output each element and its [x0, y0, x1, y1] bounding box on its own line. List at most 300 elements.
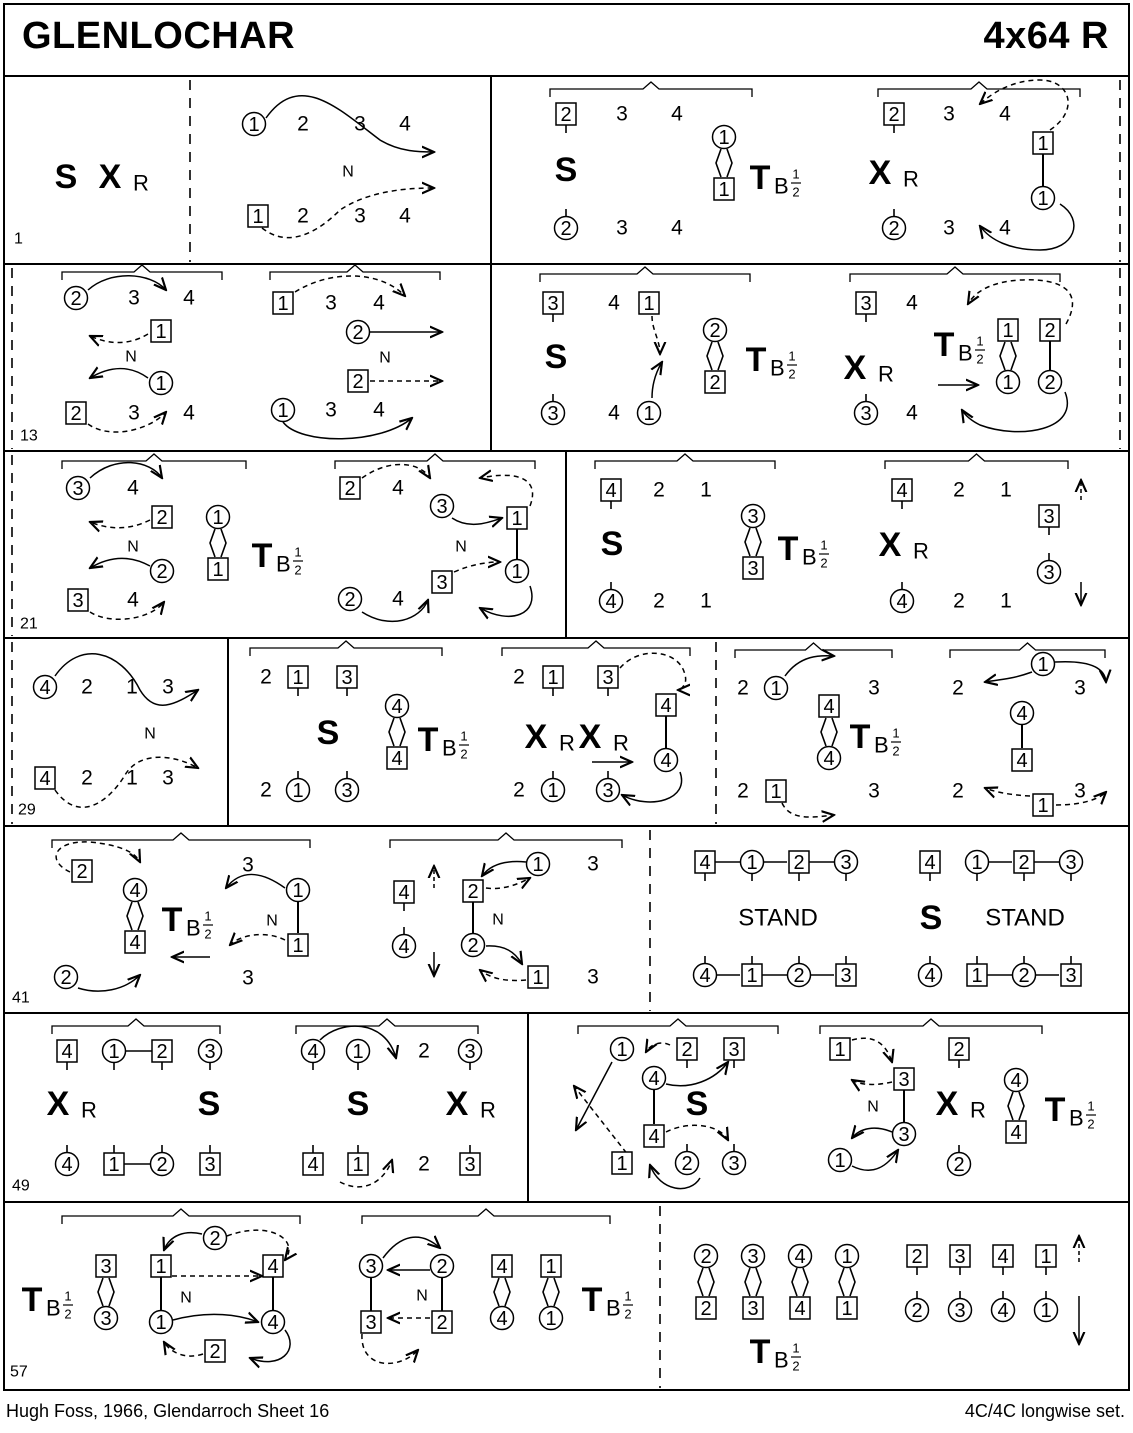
- turn-label: [582, 1281, 633, 1322]
- dashed-track: [362, 1334, 418, 1363]
- bar-number: 13: [20, 427, 38, 445]
- woman-1: [638, 402, 661, 426]
- track: [283, 418, 412, 439]
- dancer-number: 3: [464, 1154, 476, 1176]
- dancer-number: 4: [1010, 1122, 1022, 1144]
- dancer-number: 2: [513, 665, 525, 689]
- dancer-number: 1: [126, 675, 138, 699]
- woman-2: [1039, 371, 1062, 395]
- dancer-number: 3: [728, 1153, 740, 1175]
- woman-3: [95, 1307, 118, 1331]
- cross-subscript: R: [613, 730, 629, 756]
- dancer-number: 2: [952, 779, 964, 803]
- dancer-number: 4: [997, 1246, 1009, 1268]
- fraction-numerator: 1: [64, 1288, 72, 1304]
- footer-credit: Hugh Foss, 1966, Glendarroch Sheet 16: [6, 1401, 330, 1421]
- dancer-number: 4: [660, 750, 672, 772]
- hand-left: [792, 1268, 797, 1296]
- woman-4: [600, 582, 623, 613]
- dashed-track: [88, 412, 166, 432]
- dancer-number: 4: [39, 768, 51, 790]
- dancer-number: 1: [841, 1298, 853, 1320]
- woman-1: [207, 506, 230, 530]
- woman-3: [1060, 851, 1083, 882]
- turn-label: [850, 718, 901, 759]
- dancer-number: 2: [1044, 320, 1056, 342]
- man-4: [303, 1145, 323, 1176]
- dancer-number: 1: [1037, 654, 1049, 676]
- dancer-number: 1: [277, 400, 289, 422]
- woman-1: [741, 851, 764, 882]
- dancer-number: 2: [156, 1041, 168, 1063]
- dancer-number: 1: [252, 206, 264, 228]
- woman-4: [643, 1067, 666, 1091]
- dancer-number: 1: [643, 403, 655, 425]
- man-1: [1033, 132, 1053, 155]
- joined-hands: [792, 1268, 808, 1296]
- dancer-number: 3: [204, 1041, 216, 1063]
- cross-letter: X: [46, 1085, 70, 1123]
- phrase-brace: [362, 1209, 610, 1224]
- dancer-number: 1: [292, 880, 304, 902]
- dancer-number: 1: [511, 508, 523, 530]
- woman-1: [506, 560, 529, 584]
- dancer-number: 1: [155, 321, 167, 343]
- turn-letter: T: [933, 326, 955, 364]
- dancer-number: 3: [341, 667, 353, 689]
- woman-1: [765, 677, 788, 701]
- woman-3: [199, 1040, 222, 1071]
- dancer-number: 3: [840, 852, 852, 874]
- dancer-number: 2: [344, 589, 356, 611]
- woman-4: [992, 1291, 1015, 1322]
- dancer-number: 2: [1018, 965, 1030, 987]
- man-4: [387, 747, 407, 770]
- dancer-number: 4: [307, 1041, 319, 1063]
- dancer-number: 4: [699, 852, 711, 874]
- woman-4: [56, 1145, 79, 1176]
- turn-label: [778, 530, 829, 571]
- hand-left: [821, 718, 826, 746]
- dancer-number: 1: [547, 780, 559, 802]
- woman-1: [997, 371, 1020, 395]
- phrase-brace: [250, 641, 442, 656]
- dancer-number: 3: [204, 1154, 216, 1176]
- woman-3: [742, 1245, 765, 1269]
- woman-2: [65, 287, 88, 311]
- dancer-number: 2: [81, 766, 93, 790]
- joined-hands: [698, 1268, 714, 1296]
- nearer-label: N: [416, 1287, 428, 1305]
- dancer-number: 3: [747, 558, 759, 580]
- hand-right: [505, 1278, 510, 1306]
- turn-subscript: B: [186, 915, 201, 941]
- cross-letter: X: [524, 718, 548, 756]
- hand-left: [707, 342, 712, 370]
- woman-2: [555, 209, 578, 240]
- phrase-brace: [62, 1209, 300, 1224]
- dancer-number: 3: [128, 286, 140, 310]
- dancer-number: 1: [1000, 478, 1012, 502]
- dance-title: GLENLOCHAR: [22, 15, 296, 57]
- man-4: [125, 931, 145, 954]
- man-2: [72, 860, 92, 883]
- woman-2: [906, 1291, 929, 1322]
- dancer-number: 2: [953, 1039, 965, 1061]
- dancer-number: 2: [953, 1154, 965, 1176]
- dancer-number: 1: [352, 1154, 364, 1176]
- woman-1: [829, 1149, 852, 1173]
- woman-1: [1032, 187, 1055, 211]
- dancer-number: 1: [834, 1039, 846, 1061]
- woman-2: [204, 1227, 227, 1251]
- dancer-number: 3: [868, 779, 880, 803]
- dancer-number: 4: [1010, 1070, 1022, 1092]
- dancer-number: 2: [793, 965, 805, 987]
- dancer-number: 4: [794, 1246, 806, 1268]
- turn-label: [418, 721, 469, 762]
- fraction-numerator: 1: [820, 537, 828, 553]
- dancer-number: 2: [793, 852, 805, 874]
- fraction-denominator: 2: [792, 1358, 800, 1374]
- woman-2: [151, 560, 174, 584]
- hand-right: [400, 718, 405, 746]
- dancer-number: 1: [718, 127, 730, 149]
- nearer-label: N: [867, 1098, 879, 1116]
- woman-3: [360, 1255, 383, 1279]
- dancer-number: 4: [496, 1308, 508, 1330]
- dancer-number: 3: [747, 1246, 759, 1268]
- dancer-number: 2: [953, 478, 965, 502]
- track: [980, 204, 1074, 250]
- dancer-number: 4: [605, 480, 617, 502]
- cross-label: [869, 154, 919, 192]
- fraction-numerator: 1: [792, 1340, 800, 1356]
- man-2: [205, 1340, 225, 1363]
- track: [574, 1086, 632, 1160]
- nearer-label: N: [379, 349, 391, 367]
- dance-format: 4x64 R: [983, 15, 1109, 57]
- dancer-number: 1: [1040, 1300, 1052, 1322]
- turn-subscript: B: [1069, 1105, 1084, 1131]
- dancer-number: 1: [770, 678, 782, 700]
- man-1: [273, 292, 293, 315]
- dancer-number: 2: [76, 861, 88, 883]
- dancer-number: 3: [587, 965, 599, 989]
- turn-subscript: B: [774, 173, 789, 199]
- dancer-number: 4: [648, 1068, 660, 1090]
- dancer-number: 4: [392, 476, 404, 500]
- dancer-number: 3: [162, 675, 174, 699]
- cross-subscript: R: [559, 730, 575, 756]
- dancer-number: 2: [60, 967, 72, 989]
- turn-subscript: B: [958, 340, 973, 366]
- track: [173, 1314, 258, 1322]
- stand-label: STAND: [985, 904, 1065, 932]
- fraction-numerator: 1: [294, 544, 302, 560]
- dancer-number: 3: [436, 496, 448, 518]
- joined-hands: [839, 1268, 855, 1296]
- dancer-number: 4: [307, 1154, 319, 1176]
- dancer-number: 1: [841, 1246, 853, 1268]
- fraction-numerator: 1: [460, 728, 468, 744]
- man-4: [644, 1125, 664, 1148]
- woman-2: [948, 1145, 971, 1176]
- woman-4: [386, 695, 409, 719]
- woman-2: [788, 956, 811, 987]
- turn-subscript: B: [774, 1347, 789, 1373]
- hand-left: [127, 902, 132, 930]
- dancer-number: 2: [953, 589, 965, 613]
- nearer-label: N: [455, 538, 467, 556]
- man-2: [696, 1297, 716, 1320]
- phrase-brace: [578, 1019, 778, 1034]
- man-2: [556, 103, 576, 133]
- man-1: [151, 1255, 171, 1278]
- woman-1: [527, 853, 550, 877]
- turn-letter: T: [1044, 1091, 1066, 1129]
- track: [90, 463, 162, 478]
- dancer-number: 1: [545, 1308, 557, 1330]
- turn-subscript: B: [606, 1295, 621, 1321]
- hand-left: [494, 1278, 499, 1306]
- man-4: [993, 1245, 1013, 1275]
- fraction-denominator: 2: [1087, 1116, 1095, 1132]
- turn-label: [22, 1281, 73, 1322]
- dancer-number: 4: [906, 291, 918, 315]
- joined-hands: [127, 902, 143, 930]
- dancer-number: 3: [898, 1124, 910, 1146]
- dancer-number: 2: [297, 204, 309, 228]
- man-1: [830, 1038, 850, 1061]
- man-2: [789, 851, 809, 881]
- dancer-number: 4: [924, 852, 936, 874]
- dancer-number: 1: [126, 766, 138, 790]
- dancer-number: 4: [496, 1256, 508, 1278]
- woman-2: [883, 209, 906, 240]
- phrase-brace: [270, 265, 440, 280]
- woman-3: [855, 394, 878, 425]
- hand-left: [745, 1268, 750, 1296]
- cross-label: [879, 526, 929, 564]
- phrase-brace: [296, 1019, 478, 1034]
- dancer-number: 2: [681, 1039, 693, 1061]
- woman-1: [966, 851, 989, 882]
- dancer-number: 3: [128, 401, 140, 425]
- dancer-number: 4: [671, 216, 683, 240]
- woman-1: [272, 399, 295, 423]
- man-1: [639, 292, 659, 315]
- bar-number: 49: [12, 1177, 30, 1195]
- hand-left: [1000, 342, 1005, 370]
- dancer-number: 2: [418, 1152, 430, 1176]
- set-label: S: [197, 1085, 221, 1123]
- woman-4: [34, 676, 57, 700]
- hand-right: [554, 1278, 559, 1306]
- man-4: [920, 851, 940, 881]
- dancer-number: 4: [392, 587, 404, 611]
- dancer-number: 2: [352, 371, 364, 393]
- man-4: [601, 479, 621, 509]
- dashed-track: [164, 1342, 203, 1356]
- fraction-denominator: 2: [204, 926, 212, 942]
- hand-right: [138, 902, 143, 930]
- phrase-brace: [52, 833, 310, 848]
- woman-3: [723, 1144, 746, 1175]
- woman-1: [243, 113, 266, 137]
- man-3: [836, 956, 856, 987]
- dancer-number: 2: [467, 935, 479, 957]
- phrase-brace: [550, 82, 752, 97]
- dancer-number: 2: [888, 104, 900, 126]
- man-2: [884, 103, 904, 133]
- woman-4: [124, 879, 147, 903]
- man-2: [907, 1245, 927, 1275]
- man-1: [766, 780, 786, 803]
- dancer-number: 3: [464, 1041, 476, 1063]
- hand-right: [709, 1268, 714, 1296]
- man-2: [348, 370, 368, 393]
- woman-3: [1038, 553, 1061, 584]
- dancer-number: 2: [344, 478, 356, 500]
- dancer-number: 2: [70, 403, 82, 425]
- joined-hands: [1000, 342, 1016, 370]
- man-3: [543, 292, 563, 322]
- hand-right: [756, 1268, 761, 1296]
- woman-4: [818, 747, 841, 771]
- cross-subscript: R: [133, 170, 149, 196]
- dashed-track: [230, 935, 285, 945]
- dancer-number: 4: [373, 398, 385, 422]
- dashed-track: [852, 1080, 892, 1084]
- track: [486, 946, 522, 964]
- cross-subscript: R: [81, 1097, 97, 1123]
- man-3: [96, 1255, 116, 1278]
- dancer-number: 3: [72, 590, 84, 612]
- man-1: [612, 1152, 632, 1175]
- dancer-number: 1: [108, 1041, 120, 1063]
- dancer-number: 1: [277, 293, 289, 315]
- dancer-number: 1: [547, 667, 559, 689]
- track: [652, 362, 662, 398]
- fraction-denominator: 2: [892, 743, 900, 759]
- woman-2: [431, 1255, 454, 1279]
- dancer-number: 1: [155, 1312, 167, 1334]
- man-3: [460, 1145, 480, 1176]
- man-3: [361, 1311, 381, 1334]
- man-1: [742, 956, 762, 987]
- dancer-number: 1: [1040, 1246, 1052, 1268]
- woman-4: [1005, 1069, 1028, 1093]
- turn-letter: T: [251, 537, 273, 575]
- woman-3: [336, 771, 359, 802]
- dancer-number: 2: [560, 104, 572, 126]
- nearer-label: N: [127, 538, 139, 556]
- joined-hands: [494, 1278, 510, 1306]
- bar-number: 1: [14, 230, 23, 248]
- man-2: [677, 1038, 697, 1068]
- woman-1: [103, 1040, 126, 1071]
- man-2: [949, 1038, 969, 1068]
- dashed-track: [480, 475, 533, 506]
- footer-set-type: 4C/4C longwise set.: [964, 1401, 1125, 1421]
- dancer-number: 3: [72, 478, 84, 500]
- turn-letter: T: [161, 901, 183, 939]
- track: [88, 276, 166, 290]
- man-4: [892, 479, 912, 509]
- joined-hands: [389, 718, 405, 746]
- dancer-number: 4: [127, 476, 139, 500]
- woman-1: [287, 879, 310, 903]
- man-1: [507, 507, 527, 530]
- hand-left: [389, 718, 394, 746]
- dancer-number: 4: [823, 748, 835, 770]
- woman-4: [694, 956, 717, 987]
- man-2: [432, 1311, 452, 1334]
- hand-right: [109, 1278, 114, 1306]
- dancer-number: 4: [398, 936, 410, 958]
- dancer-number: 1: [700, 478, 712, 502]
- woman-4: [393, 927, 416, 958]
- fraction-denominator: 2: [820, 555, 828, 571]
- dancer-number: 3: [242, 966, 254, 990]
- dancer-number: 3: [341, 780, 353, 802]
- turn-subscript: B: [276, 551, 291, 577]
- woman-4: [491, 1307, 514, 1331]
- dancer-number: 2: [156, 561, 168, 583]
- man-4: [695, 851, 715, 881]
- nearer-label: N: [492, 911, 504, 929]
- turn-letter: T: [745, 341, 767, 379]
- dancer-number: 3: [547, 293, 559, 315]
- dashed-track: [652, 316, 660, 354]
- dancer-number: 1: [155, 1256, 167, 1278]
- fraction-denominator: 2: [294, 562, 302, 578]
- dancer-number: 4: [129, 932, 141, 954]
- hand-right: [1011, 342, 1016, 370]
- nearer-label: N: [180, 1289, 192, 1307]
- phrase-brace: [820, 1019, 1042, 1034]
- dashed-track: [666, 1125, 728, 1140]
- dancer-number: 4: [794, 1298, 806, 1320]
- dancer-number: 3: [325, 398, 337, 422]
- joined-hands: [98, 1278, 114, 1306]
- dancer-number: 3: [602, 780, 614, 802]
- phrase-brace: [540, 267, 750, 282]
- dancer-number: 1: [616, 1039, 628, 1061]
- dashed-track: [782, 803, 834, 817]
- dancer-number: 3: [602, 667, 614, 689]
- dancer-number: 2: [513, 778, 525, 802]
- turn-letter: T: [417, 721, 439, 759]
- dancer-number: 4: [39, 677, 51, 699]
- dancer-number: 2: [436, 1312, 448, 1334]
- dancer-number: 2: [156, 1154, 168, 1176]
- man-3: [1061, 956, 1081, 987]
- set-label: S: [346, 1085, 370, 1123]
- dancer-number: 4: [648, 1126, 660, 1148]
- dancer-number: 1: [746, 852, 758, 874]
- set-label: S: [554, 151, 578, 189]
- woman-2: [1013, 956, 1036, 987]
- dancer-number: 2: [700, 1246, 712, 1268]
- turn-subscript: B: [442, 735, 457, 761]
- dancer-number: 3: [898, 1069, 910, 1091]
- track: [962, 392, 1067, 432]
- man-1: [543, 666, 563, 696]
- dancer-number: 3: [954, 1246, 966, 1268]
- woman-2: [462, 934, 485, 958]
